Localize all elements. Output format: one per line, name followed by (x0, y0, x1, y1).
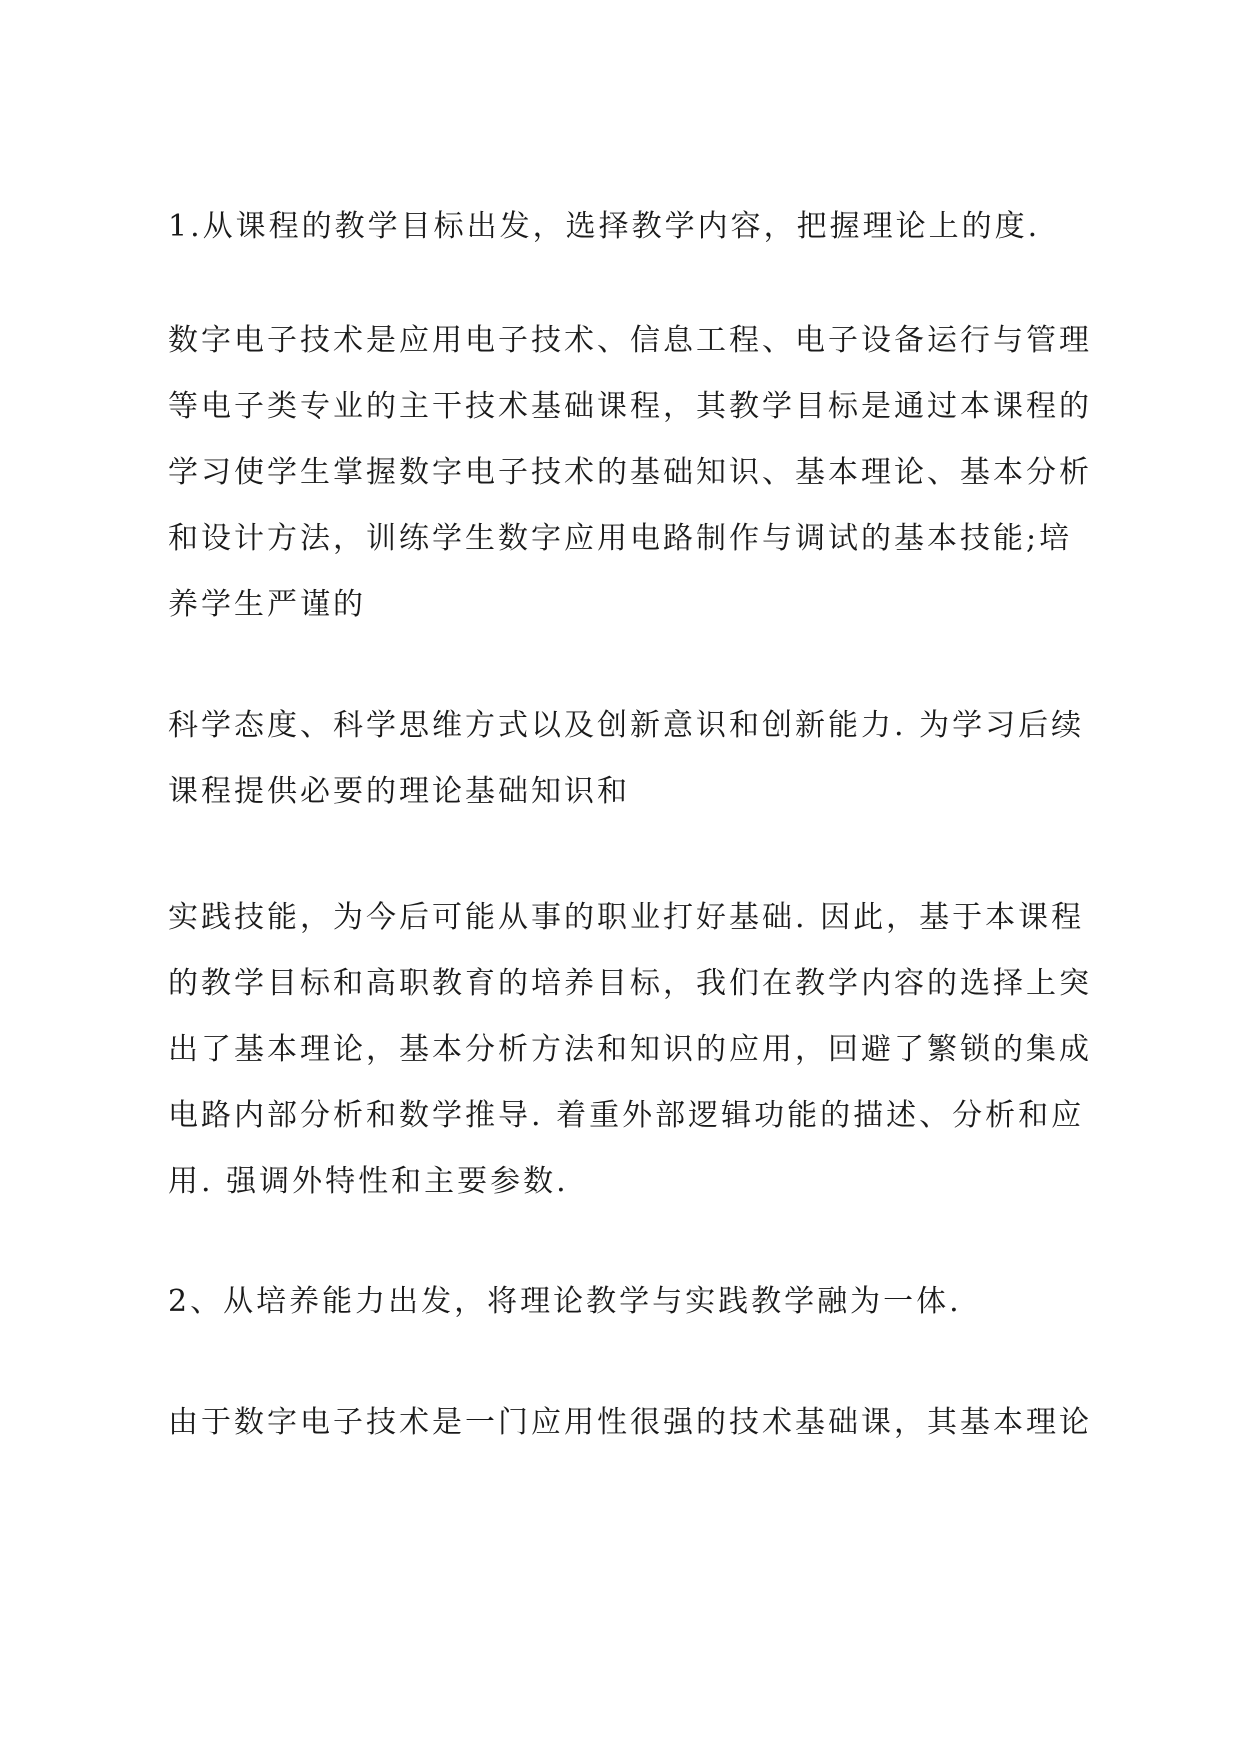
text-line: 数字电子技术是应用电子技术、信息工程、电子设备运行与管理 (168, 323, 1092, 358)
text-line: 等电子类专业的主干技术基础课程，其教学目标是通过本课程的 (168, 389, 1092, 424)
text-line: 课程提供必要的理论基础知识和 (168, 774, 630, 809)
text-line: 由于数字电子技术是一门应用性很强的技术基础课，其基本理论 (168, 1405, 1092, 1440)
paragraph-course-intro (168, 308, 1108, 638)
text-line: 实践技能，为今后可能从事的职业打好基础. 因此，基于本课程 (168, 900, 1085, 935)
text-line: 2、从培养能力出发，将理论教学与实践教学融为一体. (168, 1284, 962, 1319)
text-line: 的教学目标和高职教育的培养目标，我们在教学内容的选择上突 (168, 966, 1092, 1001)
paragraph-science-attitude (168, 693, 1108, 825)
text-line: 和设计方法，训练学生数字应用电路制作与调试的基本技能;培 (168, 521, 1073, 556)
text-line: 电路内部分析和数学推导. 着重外部逻辑功能的描述、分析和应 (168, 1098, 1085, 1133)
paragraph-practice-skills (168, 885, 1108, 1215)
text-line: 养学生严谨的 (168, 587, 366, 622)
paragraph-heading-2 (168, 1269, 1108, 1335)
text-line: 科学态度、科学思维方式以及创新意识和创新能力. 为学习后续 (168, 708, 1085, 743)
text-line: 学习使学生掌握数字电子技术的基础知识、基本理论、基本分析 (168, 455, 1092, 490)
text-line: 用. 强调外特性和主要参数. (168, 1164, 569, 1199)
text-line: 1.从课程的教学目标出发，选择教学内容，把握理论上的度. (168, 209, 1041, 244)
paragraph-heading-1 (168, 194, 1108, 260)
paragraph-application (168, 1390, 1108, 1456)
text-line: 出了基本理论，基本分析方法和知识的应用，回避了繁锁的集成 (168, 1032, 1092, 1067)
